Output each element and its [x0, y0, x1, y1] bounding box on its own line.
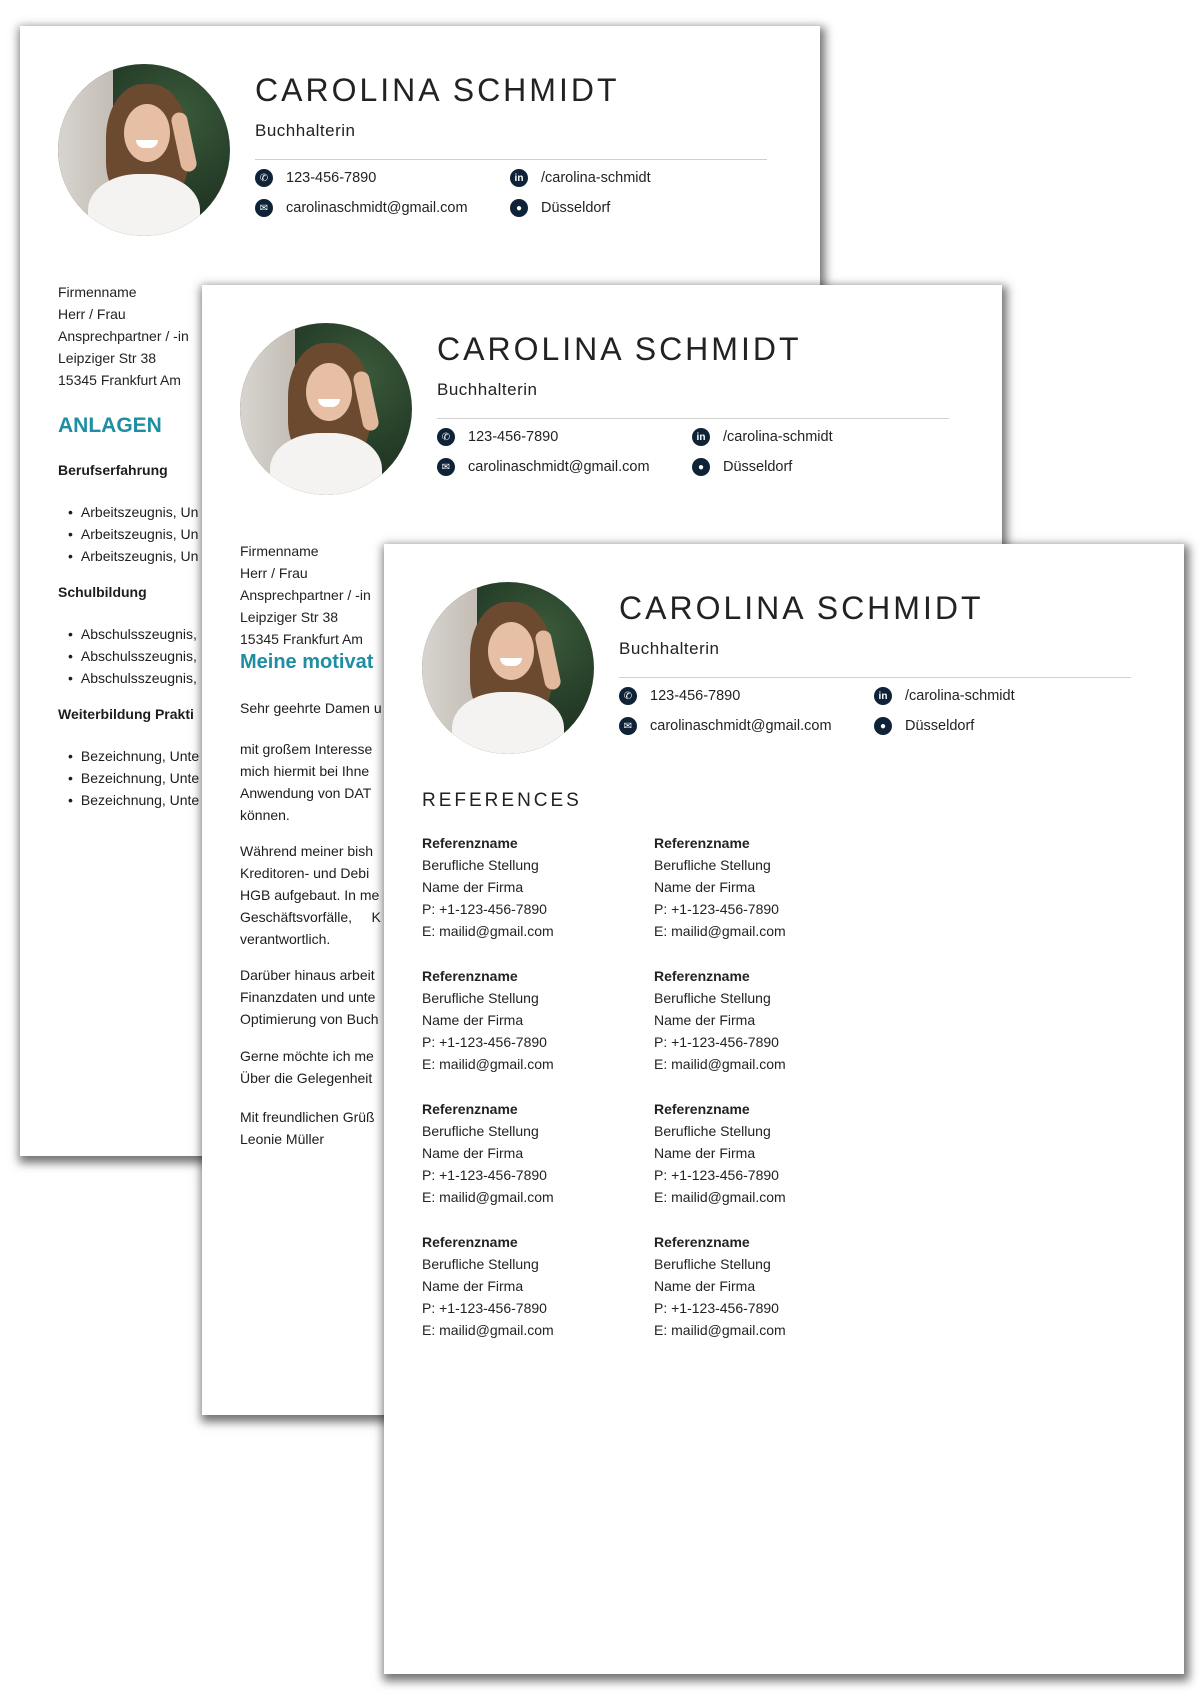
references-heading: REFERENCES [422, 790, 582, 811]
reference-email: E: mailid@gmail.com [422, 1056, 554, 1072]
header-divider [255, 159, 767, 160]
letter-line: Darüber hinaus arbeit [240, 967, 375, 983]
reference-phone: P: +1-123-456-7890 [654, 1300, 779, 1316]
address-line: Herr / Frau [58, 306, 126, 322]
letter-line: Kreditoren- und Debi [240, 865, 370, 881]
reference-email: E: mailid@gmail.com [422, 1189, 554, 1205]
letter-line: Geschäftsvorfälle, K [240, 909, 381, 925]
header-divider [437, 418, 949, 419]
letter-line: mit großem Interesse [240, 741, 373, 757]
letter-paragraph [240, 840, 381, 950]
letter-line: Optimierung von Buch [240, 1011, 379, 1027]
address-line: Firmenname [58, 284, 137, 300]
reference-name: Referenzname [654, 1101, 750, 1117]
letter-line: mich hiermit bei Ihne [240, 763, 370, 779]
reference-name: Referenzname [654, 968, 750, 984]
reference-email: E: mailid@gmail.com [654, 923, 786, 939]
list-item: • Abschulsszeugnis, [82, 667, 197, 689]
reference-entry [422, 965, 554, 1075]
list-item: • Abschulsszeugnis, [82, 645, 197, 667]
location-text: Düsseldorf [905, 718, 975, 734]
reference-email: E: mailid@gmail.com [654, 1056, 786, 1072]
contact-email [619, 717, 832, 735]
list-item: • Bezeichnung, Unte [82, 767, 199, 789]
letter-line: Finanzdaten und unte [240, 989, 376, 1005]
address-line: Leipziger Str 38 [58, 350, 157, 366]
reference-position: Berufliche Stellung [654, 990, 771, 1006]
reference-entry [422, 832, 554, 942]
address-line: Leipziger Str 38 [240, 609, 339, 625]
reference-name: Referenzname [422, 835, 518, 851]
list-item: • Arbeitszeugnis, Un [82, 523, 198, 545]
letter-salutation: Sehr geehrte Damen u [240, 700, 382, 716]
reference-company: Name der Firma [422, 1012, 524, 1028]
reference-name: Referenzname [422, 1234, 518, 1250]
reference-position: Berufliche Stellung [654, 1123, 771, 1139]
reference-company: Name der Firma [422, 879, 524, 895]
annex-list [82, 623, 197, 689]
linkedin-icon: in [692, 428, 710, 446]
letter-line: Über die Gelegenheit [240, 1070, 373, 1086]
annex-list [82, 501, 198, 567]
contact-phone [619, 687, 740, 705]
contact-linkedin [510, 169, 651, 187]
reference-entry [654, 1231, 786, 1341]
reference-name: Referenzname [422, 1101, 518, 1117]
reference-position: Berufliche Stellung [422, 857, 539, 873]
address-line: 15345 Frankfurt Am [58, 372, 181, 388]
location-text: Düsseldorf [541, 200, 611, 216]
phone-text: 123-456-7890 [468, 429, 559, 445]
reference-company: Name der Firma [654, 1145, 756, 1161]
profile-photo [58, 64, 230, 236]
email-text: carolinaschmidt@gmail.com [650, 718, 832, 734]
reference-email: E: mailid@gmail.com [422, 1322, 554, 1338]
reference-phone: P: +1-123-456-7890 [422, 1034, 547, 1050]
letter-line: Mit freundlichen Grüß [240, 1109, 375, 1125]
reference-position: Berufliche Stellung [654, 1256, 771, 1272]
job-title: Buchhalterin [255, 121, 356, 140]
reference-company: Name der Firma [422, 1278, 524, 1294]
candidate-name: CAROLINA SCHMIDT [255, 72, 620, 108]
mail-icon: ✉ [255, 199, 273, 217]
phone-text: 123-456-7890 [286, 170, 377, 186]
reference-company: Name der Firma [654, 1278, 756, 1294]
phone-icon: ✆ [437, 428, 455, 446]
signature-name: Leonie Müller [240, 1131, 325, 1147]
recipient-address [58, 281, 189, 391]
header-divider [619, 677, 1131, 678]
profile-photo [422, 582, 594, 754]
recipient-address [240, 540, 371, 650]
linkedin-text: /carolina-schmidt [905, 688, 1015, 704]
candidate-name: CAROLINA SCHMIDT [437, 331, 802, 367]
letter-line: Während meiner bish [240, 843, 374, 859]
reference-position: Berufliche Stellung [422, 1123, 539, 1139]
letter-line: Gerne möchte ich me [240, 1048, 374, 1064]
location-pin-icon: ● [874, 717, 892, 735]
list-item: • Bezeichnung, Unte [82, 745, 199, 767]
letter-paragraph [240, 1045, 374, 1089]
email-text: carolinaschmidt@gmail.com [286, 200, 468, 216]
letter-line: verantwortlich. [240, 931, 331, 947]
phone-text: 123-456-7890 [650, 688, 741, 704]
list-item: • Arbeitszeugnis, Un [82, 545, 198, 567]
reference-company: Name der Firma [654, 879, 756, 895]
reference-entry [654, 965, 786, 1075]
reference-entry [422, 1098, 554, 1208]
letter-line: HGB aufgebaut. In me [240, 887, 380, 903]
reference-phone: P: +1-123-456-7890 [654, 901, 779, 917]
resume-page-references [384, 544, 1184, 1674]
letter-line: können. [240, 807, 290, 823]
letter-heading: Meine motivat [240, 651, 374, 673]
letter-line: Anwendung von DAT [240, 785, 372, 801]
job-title: Buchhalterin [619, 639, 720, 658]
annex-section-title: Berufserfahrung [58, 462, 168, 478]
reference-name: Referenzname [654, 835, 750, 851]
mail-icon: ✉ [437, 458, 455, 476]
list-item: • Bezeichnung, Unte [82, 789, 199, 811]
location-pin-icon: ● [510, 199, 528, 217]
linkedin-text: /carolina-schmidt [723, 429, 833, 445]
reference-phone: P: +1-123-456-7890 [422, 901, 547, 917]
contact-location [692, 458, 792, 476]
reference-company: Name der Firma [654, 1012, 756, 1028]
annex-section-title: Weiterbildung Prakti [58, 706, 194, 722]
address-line: Firmenname [240, 543, 319, 559]
address-line: Ansprechpartner / -in [58, 328, 189, 344]
phone-icon: ✆ [255, 169, 273, 187]
reference-entry [654, 832, 786, 942]
reference-email: E: mailid@gmail.com [654, 1322, 786, 1338]
contact-linkedin [874, 687, 1015, 705]
letter-paragraph [240, 738, 372, 826]
mail-icon: ✉ [619, 717, 637, 735]
profile-photo [240, 323, 412, 495]
list-item: • Arbeitszeugnis, Un [82, 501, 198, 523]
location-text: Düsseldorf [723, 459, 793, 475]
linkedin-text: /carolina-schmidt [541, 170, 651, 186]
contact-location [510, 199, 610, 217]
candidate-name: CAROLINA SCHMIDT [619, 590, 984, 626]
annex-section-title: Schulbildung [58, 584, 147, 600]
linkedin-icon: in [874, 687, 892, 705]
reference-name: Referenzname [422, 968, 518, 984]
reference-position: Berufliche Stellung [422, 990, 539, 1006]
reference-email: E: mailid@gmail.com [422, 923, 554, 939]
reference-phone: P: +1-123-456-7890 [422, 1300, 547, 1316]
contact-phone [437, 428, 558, 446]
reference-position: Berufliche Stellung [654, 857, 771, 873]
reference-company: Name der Firma [422, 1145, 524, 1161]
annex-list [82, 745, 199, 811]
list-item: • Abschulsszeugnis, [82, 623, 197, 645]
letter-paragraph [240, 964, 379, 1030]
reference-entry [422, 1231, 554, 1341]
annex-heading: ANLAGEN [58, 414, 162, 437]
contact-location [874, 717, 974, 735]
contact-linkedin [692, 428, 833, 446]
address-line: Herr / Frau [240, 565, 308, 581]
linkedin-icon: in [510, 169, 528, 187]
contact-email [437, 458, 650, 476]
address-line: 15345 Frankfurt Am [240, 631, 363, 647]
reference-name: Referenzname [654, 1234, 750, 1250]
contact-phone [255, 169, 376, 187]
reference-entry [654, 1098, 786, 1208]
phone-icon: ✆ [619, 687, 637, 705]
job-title: Buchhalterin [437, 380, 538, 399]
email-text: carolinaschmidt@gmail.com [468, 459, 650, 475]
reference-email: E: mailid@gmail.com [654, 1189, 786, 1205]
reference-phone: P: +1-123-456-7890 [422, 1167, 547, 1183]
address-line: Ansprechpartner / -in [240, 587, 371, 603]
reference-phone: P: +1-123-456-7890 [654, 1167, 779, 1183]
reference-position: Berufliche Stellung [422, 1256, 539, 1272]
reference-phone: P: +1-123-456-7890 [654, 1034, 779, 1050]
location-pin-icon: ● [692, 458, 710, 476]
letter-closing [240, 1106, 375, 1150]
contact-email [255, 199, 468, 217]
